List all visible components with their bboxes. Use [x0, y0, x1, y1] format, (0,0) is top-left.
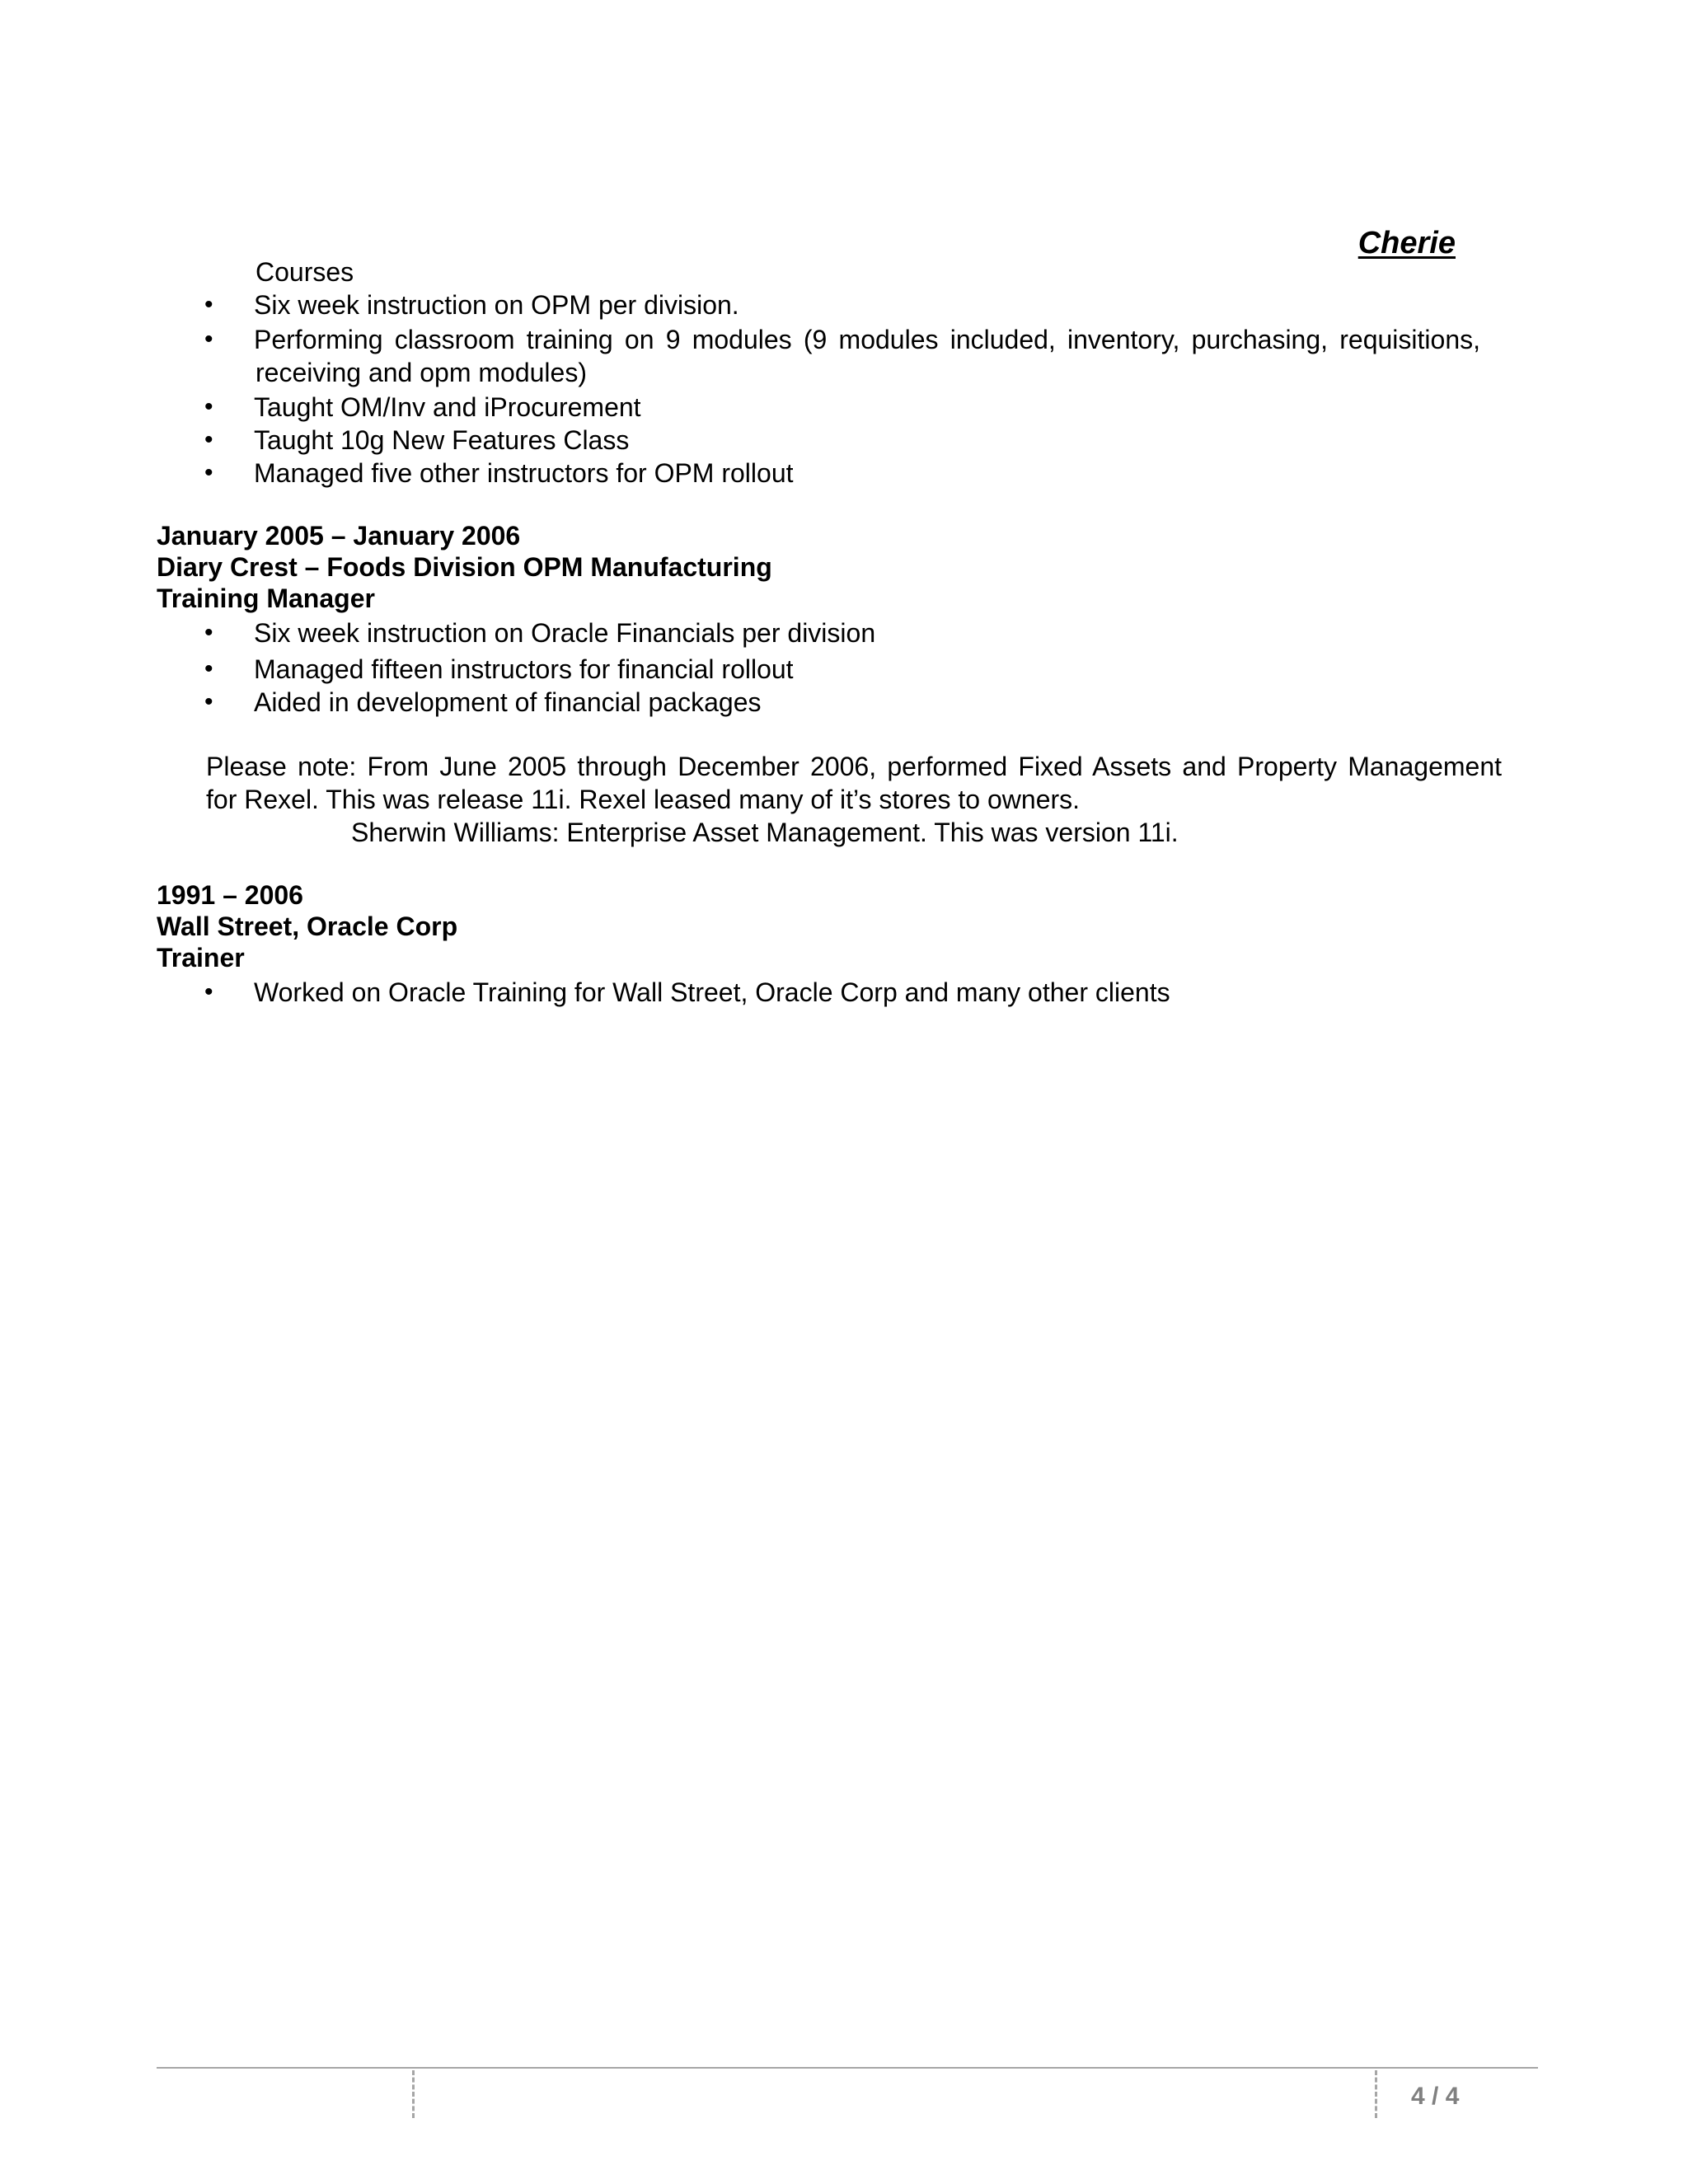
job-dates: January 2005 – January 2006 [157, 521, 521, 551]
list-item: Managed fifteen instructors for financial rollout [254, 654, 794, 684]
list-item: Performing classroom training on 9 modules (9 modules included, inventory, purchasing, requisitions, [254, 325, 1480, 354]
continuation-text: Courses [256, 257, 354, 287]
bullet-icon: • [204, 326, 213, 353]
bullet-icon: • [204, 655, 213, 682]
list-item: Worked on Oracle Training for Wall Street, Oracle Corp and many other clients [254, 977, 1170, 1007]
note-text: for Rexel. This was release 11i. Rexel leased many of it’s stores to owners. [206, 785, 1081, 814]
bullet-icon: • [204, 688, 213, 715]
list-item: Six week instruction on OPM per division. [254, 290, 739, 320]
bullet-icon: • [204, 619, 213, 646]
job-dates: 1991 – 2006 [157, 880, 303, 910]
list-item: Aided in development of financial packages [254, 687, 762, 717]
bullet-icon: • [204, 393, 213, 420]
header-name: Cherie [1357, 226, 1456, 260]
job-title: Training Manager [157, 583, 375, 613]
note-text: Sherwin Williams: Enterprise Asset Management. This was version 11i. [351, 818, 1179, 847]
bullet-icon: • [204, 459, 213, 486]
footer-divider [412, 2070, 415, 2118]
job-company: Diary Crest – Foods Division OPM Manufacturing [157, 552, 772, 582]
list-item: Managed five other instructors for OPM rollout [254, 458, 794, 488]
job-company: Wall Street, Oracle Corp [157, 912, 458, 941]
bullet-icon: • [204, 291, 213, 318]
footer-rule [157, 2067, 1538, 2069]
bullet-icon: • [204, 978, 213, 1005]
list-item: Six week instruction on Oracle Financials per division [254, 618, 876, 648]
job-title: Trainer [157, 943, 245, 972]
footer-divider [1375, 2070, 1377, 2118]
bullet-icon: • [204, 426, 213, 453]
page-number: 4 / 4 [1411, 2083, 1460, 2110]
list-item: Taught OM/Inv and iProcurement [254, 392, 641, 422]
list-item: Taught 10g New Features Class [254, 425, 630, 455]
list-item-continuation: receiving and opm modules) [256, 358, 587, 387]
note-text: Please note: From June 2005 through December 2006, performed Fixed Assets and Property Management [206, 752, 1502, 781]
